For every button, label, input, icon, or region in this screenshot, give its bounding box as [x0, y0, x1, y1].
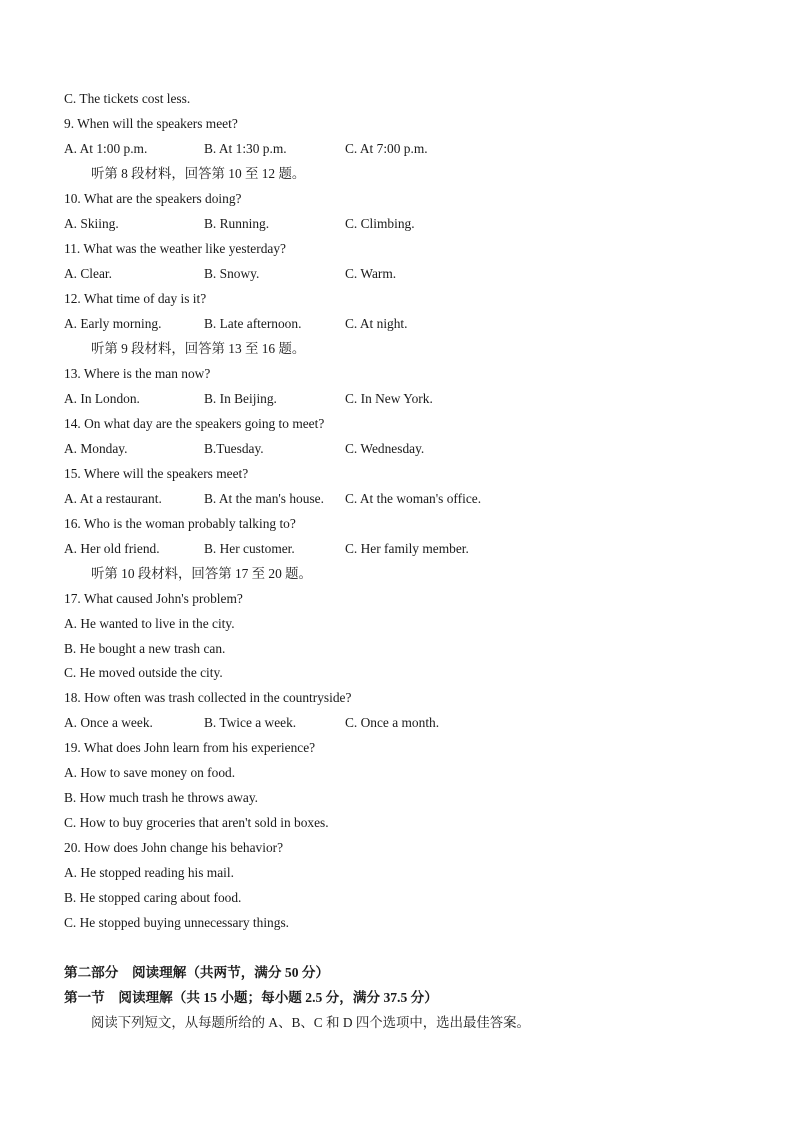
q20-option-c: C. He stopped buying unnecessary things. [64, 915, 290, 930]
q11-stem: 11. What was the weather like yesterday? [64, 241, 286, 256]
q15-option-c: C. At the woman's office. [345, 491, 482, 506]
q19-option-a: A. How to save money on food. [64, 765, 236, 780]
q13-option-b: B. In Beijing. [204, 391, 277, 406]
q12-option-b: B. Late afternoon. [204, 316, 302, 331]
q9-stem: 9. When will the speakers meet? [64, 116, 238, 131]
q10-option-b: B. Running. [204, 216, 270, 231]
q12-option-a: A. Early morning. [64, 316, 162, 331]
q13-stem: 13. Where is the man now? [64, 366, 211, 381]
q16-option-c: C. Her family member. [345, 541, 469, 556]
section-one-heading: 第一节 阅读理解（共 15 小题；每小题 2.5 分，满分 37.5 分） [64, 990, 438, 1005]
q10-option-a: A. Skiing. [64, 216, 119, 231]
q14-stem: 14. On what day are the speakers going to meet? [64, 416, 325, 431]
q18-option-c: C. Once a month. [345, 715, 440, 730]
q12-option-c: C. At night. [345, 316, 408, 331]
q9-option-c: C. At 7:00 p.m. [345, 141, 428, 156]
passage-9-instruction: 听第 9 段材料，回答第 13 至 16 题。 [91, 341, 306, 356]
passage-10-instruction: 听第 10 段材料，回答第 17 至 20 题。 [91, 566, 312, 581]
q19-option-c: C. How to buy groceries that aren't sold in boxes. [64, 815, 329, 830]
q16-option-b: B. Her customer. [204, 541, 295, 556]
q19-option-b: B. How much trash he throws away. [64, 790, 259, 805]
q20-option-b: B. He stopped caring about food. [64, 890, 242, 905]
q17-stem: 17. What caused John's problem? [64, 591, 243, 606]
q17-option-c: C. He moved outside the city. [64, 665, 223, 680]
passage-8-instruction: 听第 8 段材料，回答第 10 至 12 题。 [91, 166, 306, 181]
q14-option-a: A. Monday. [64, 441, 128, 456]
q18-option-b: B. Twice a week. [204, 715, 297, 730]
q9-option-b: B. At 1:30 p.m. [204, 141, 287, 156]
q14-option-b: B.Tuesday. [204, 441, 264, 456]
q10-stem: 10. What are the speakers doing? [64, 191, 242, 206]
q11-option-c: C. Warm. [345, 266, 397, 281]
q19-stem: 19. What does John learn from his experience? [64, 740, 316, 755]
q17-option-b: B. He bought a new trash can. [64, 641, 226, 656]
q20-stem: 20. How does John change his behavior? [64, 840, 284, 855]
q15-option-b: B. At the man's house. [204, 491, 324, 506]
q13-option-a: A. In London. [64, 391, 140, 406]
q11-option-a: A. Clear. [64, 266, 112, 281]
q14-option-c: C. Wednesday. [345, 441, 425, 456]
q17-option-a: A. He wanted to live in the city. [64, 616, 235, 631]
q10-option-c: C. Climbing. [345, 216, 415, 231]
q11-option-b: B. Snowy. [204, 266, 260, 281]
part-two-heading: 第二部分 阅读理解（共两节，满分 50 分） [64, 965, 330, 980]
q8-option-c: C. The tickets cost less. [64, 91, 191, 106]
q15-stem: 15. Where will the speakers meet? [64, 466, 249, 481]
q20-option-a: A. He stopped reading his mail. [64, 865, 234, 880]
q15-option-a: A. At a restaurant. [64, 491, 162, 506]
q18-stem: 18. How often was trash collected in the countryside? [64, 690, 352, 705]
q13-option-c: C. In New York. [345, 391, 433, 406]
q18-option-a: A. Once a week. [64, 715, 153, 730]
q12-stem: 12. What time of day is it? [64, 291, 207, 306]
q9-option-a: A. At 1:00 p.m. [64, 141, 148, 156]
reading-instruction: 阅读下列短文，从每题所给的 A、B、C 和 D 四个选项中，选出最佳答案。 [91, 1015, 530, 1030]
q16-stem: 16. Who is the woman probably talking to? [64, 516, 296, 531]
q16-option-a: A. Her old friend. [64, 541, 160, 556]
